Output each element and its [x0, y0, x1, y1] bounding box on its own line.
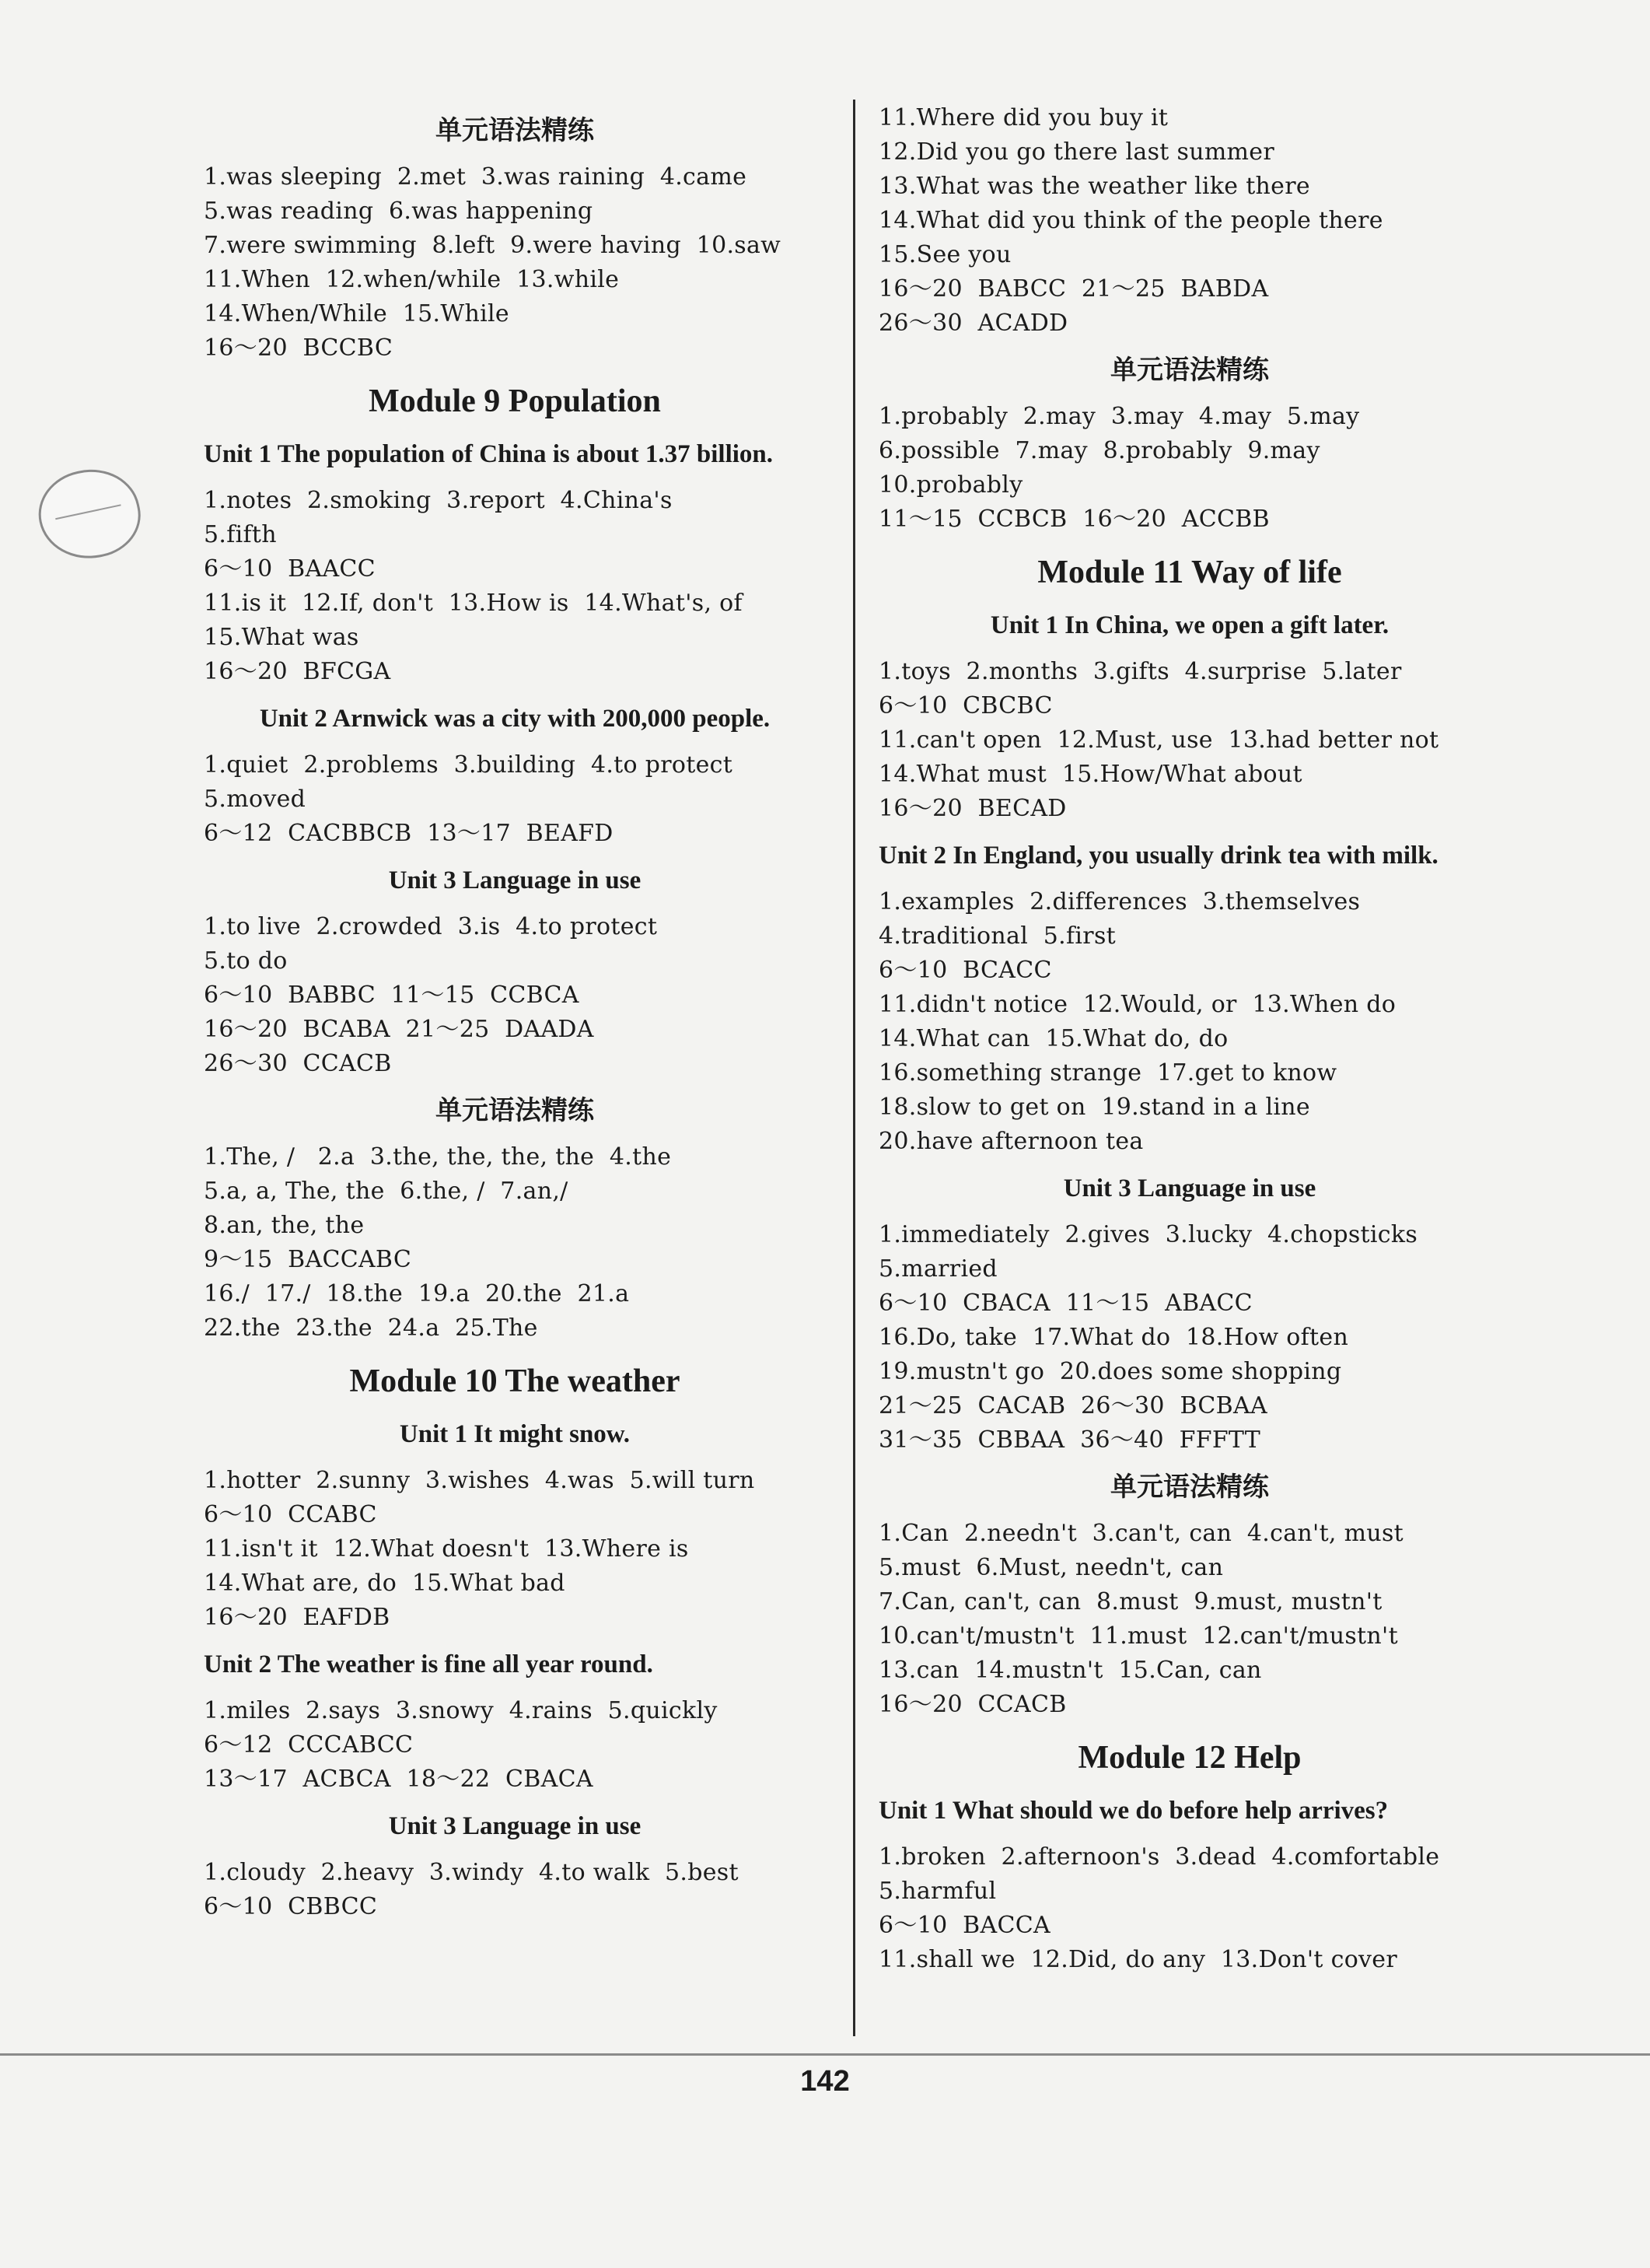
- answer-line: 16./ 17./ 18.the 19.a 20.the 21.a: [204, 1280, 630, 1307]
- module-title: Module 10 The weather: [349, 1363, 680, 1399]
- answer-line: 11.is it 12.If, don't 13.How is 14.What's, of: [204, 590, 743, 617]
- column-divider: [853, 100, 855, 2036]
- answer-line: 31～35 CBBAA 36～40 FFFTT: [879, 1426, 1261, 1454]
- answer-block: [879, 1840, 1501, 1977]
- answer-line: 1.to live 2.crowded 3.is 4.to protect: [204, 913, 658, 940]
- answer-line: 11.Where did you buy it: [879, 104, 1169, 131]
- answer-line: 6～12 CCCABCC: [204, 1731, 414, 1759]
- answer-line: 16～20 BABCC 21～25 BABDA: [879, 275, 1269, 303]
- answer-line: 5.must 6.Must, needn't, can: [879, 1554, 1224, 1581]
- answer-line: 10.can't/mustn't 11.must 12.can't/mustn't: [879, 1622, 1398, 1650]
- answer-line: 1.probably 2.may 3.may 4.may 5.may: [879, 403, 1360, 430]
- answer-line: 13.can 14.mustn't 15.Can, can: [879, 1657, 1262, 1684]
- answer-line: 13～17 ACBCA 18～22 CBACA: [204, 1766, 593, 1793]
- answer-line: 16～20 BCABA 21～25 DAADA: [204, 1016, 594, 1043]
- answer-block: [204, 1694, 826, 1797]
- answer-line: 1.was sleeping 2.met 3.was raining 4.came: [204, 163, 747, 191]
- answer-line: 11～15 CCBCB 16～20 ACCBB: [879, 506, 1270, 533]
- answer-line: 5.moved: [204, 786, 306, 813]
- grammar-heading: 单元语法精练: [1110, 1472, 1269, 1503]
- answer-block: [204, 1856, 826, 1924]
- answer-line: 9～15 BACCABC: [204, 1246, 412, 1273]
- answer-line: 26～30 CCACB: [204, 1050, 392, 1077]
- answer-line: 1.notes 2.smoking 3.report 4.China's: [204, 487, 673, 514]
- answer-block: [204, 160, 826, 366]
- answer-line: 11.didn't notice 12.Would, or 13.When do: [879, 991, 1397, 1018]
- answer-block: [204, 1464, 826, 1635]
- grammar-heading: 单元语法精练: [435, 1095, 594, 1126]
- answer-line: 16～20 BCCBC: [204, 334, 393, 362]
- answer-line: 16.Do, take 17.What do 18.How often: [879, 1324, 1349, 1351]
- answer-block: [879, 885, 1501, 1159]
- answer-line: 6～10 CCABC: [204, 1501, 377, 1528]
- answer-line: 6～10 BACCA: [879, 1912, 1050, 1939]
- answer-line: 13.What was the weather like there: [879, 173, 1310, 200]
- answer-line: 6～10 CBBCC: [204, 1893, 378, 1920]
- answer-line: 11.can't open 12.Must, use 13.had better not: [879, 726, 1439, 754]
- answer-line: 5.was reading 6.was happening: [204, 198, 593, 225]
- unit-title: Unit 3 Language in use: [1063, 1174, 1316, 1202]
- answer-line: 26～30 ACADD: [879, 310, 1068, 337]
- answer-line: 18.slow to get on 19.stand in a line: [879, 1094, 1310, 1121]
- unit-title: Unit 3 Language in use: [388, 1812, 641, 1840]
- answer-line: 6～10 BAACC: [204, 555, 376, 583]
- answer-line: 19.mustn't go 20.does some shopping: [879, 1358, 1342, 1385]
- left-column: [204, 101, 826, 1924]
- answer-line: 15.What was: [204, 624, 359, 651]
- unit-title: Unit 1 The population of China is about 1.37 billion.: [204, 440, 774, 468]
- stamp-icon: [31, 460, 149, 569]
- answer-block: [879, 1517, 1501, 1722]
- answer-line: 6.possible 7.may 8.probably 9.may: [879, 437, 1320, 464]
- answer-line: 15.See you: [879, 241, 1012, 268]
- answer-line: 1.Can 2.needn't 3.can't, can 4.can't, must: [879, 1520, 1404, 1547]
- answer-line: 1.examples 2.differences 3.themselves: [879, 888, 1361, 915]
- answer-block: [879, 400, 1501, 537]
- footer-rule: [0, 2053, 1650, 2056]
- answer-line: 11.shall we 12.Did, do any 13.Don't cover: [879, 1946, 1397, 1973]
- answer-line: 1.miles 2.says 3.snowy 4.rains 5.quickly: [204, 1697, 718, 1724]
- answer-block: [204, 484, 826, 689]
- module-title: Module 11 Way of life: [1037, 555, 1342, 590]
- unit-title: Unit 1 In China, we open a gift later.: [990, 611, 1390, 639]
- answer-line: 4.traditional 5.first: [879, 922, 1117, 950]
- unit-title: Unit 2 Arnwick was a city with 200,000 people.: [259, 705, 771, 733]
- answer-line: 1.immediately 2.gives 3.lucky 4.chopsticks: [879, 1221, 1418, 1248]
- answer-block: [879, 101, 1501, 341]
- answer-line: 10.probably: [879, 471, 1023, 499]
- answer-line: 21～25 CACAB 26～30 BCBAA: [879, 1392, 1267, 1419]
- answer-line: 16～20 BECAD: [879, 795, 1067, 822]
- unit-title: Unit 1 It might snow.: [399, 1420, 631, 1448]
- answer-line: 1.broken 2.afternoon's 3.dead 4.comfortable: [879, 1843, 1440, 1871]
- answer-line: 22.the 23.the 24.a 25.The: [204, 1314, 538, 1342]
- answer-line: 12.Did you go there last summer: [879, 138, 1275, 166]
- answer-line: 1.The, / 2.a 3.the, the, the, the 4.the: [204, 1143, 672, 1171]
- answer-line: 14.What must 15.How/What about: [879, 761, 1302, 788]
- answer-block: [879, 655, 1501, 826]
- answer-line: 5.a, a, The, the 6.the, / 7.an,/: [204, 1178, 568, 1205]
- page-number: 142: [800, 2065, 850, 2098]
- answer-line: 16～20 BFCGA: [204, 658, 391, 685]
- answer-line: 16～20 CCACB: [879, 1691, 1067, 1718]
- answer-line: 11.When 12.when/while 13.while: [204, 266, 620, 293]
- answer-line: 7.Can, can't, can 8.must 9.must, mustn't: [879, 1588, 1383, 1615]
- answer-line: 16～20 EAFDB: [204, 1604, 390, 1631]
- answer-line: 6～10 BABBC 11～15 CCBCA: [204, 982, 579, 1009]
- answer-block: [204, 910, 826, 1081]
- unit-title: Unit 2 The weather is fine all year round.: [204, 1650, 653, 1678]
- unit-title: Unit 3 Language in use: [388, 866, 641, 894]
- module-title: Module 12 Help: [1078, 1740, 1302, 1776]
- answer-line: 8.an, the, the: [204, 1212, 365, 1239]
- answer-line: 7.were swimming 8.left 9.were having 10.saw: [204, 232, 781, 259]
- module-title: Module 9 Population: [369, 383, 661, 419]
- answer-line: 1.hotter 2.sunny 3.wishes 4.was 5.will turn: [204, 1467, 755, 1494]
- answer-line: 20.have afternoon tea: [879, 1128, 1144, 1155]
- unit-title: Unit 1 What should we do before help arrives?: [879, 1797, 1389, 1825]
- answer-line: 14.When/While 15.While: [204, 300, 509, 327]
- answer-line: 6～12 CACBBCB 13～17 BEAFD: [204, 820, 614, 847]
- grammar-heading: 单元语法精练: [1110, 355, 1269, 386]
- answer-block: [204, 1140, 826, 1346]
- answer-line: 1.toys 2.months 3.gifts 4.surprise 5.later: [879, 658, 1402, 685]
- right-column: [879, 101, 1501, 1977]
- unit-title: Unit 2 In England, you usually drink tea with milk.: [879, 842, 1439, 870]
- answer-line: 5.married: [879, 1255, 998, 1283]
- answer-line: 5.harmful: [879, 1878, 997, 1905]
- answer-line: 14.What can 15.What do, do: [879, 1025, 1229, 1052]
- answer-line: 6～10 BCACC: [879, 957, 1052, 984]
- answer-line: 6～10 CBACA 11～15 ABACC: [879, 1290, 1253, 1317]
- answer-line: 14.What are, do 15.What bad: [204, 1570, 565, 1597]
- grammar-heading: 单元语法精练: [435, 115, 594, 146]
- answer-block: [204, 748, 826, 851]
- answer-line: 11.isn't it 12.What doesn't 13.Where is: [204, 1535, 689, 1563]
- answer-block: [879, 1218, 1501, 1458]
- answer-line: 6～10 CBCBC: [879, 692, 1053, 719]
- answer-line: 14.What did you think of the people there: [879, 207, 1383, 234]
- answer-line: 1.cloudy 2.heavy 3.windy 4.to walk 5.best: [204, 1859, 739, 1886]
- answer-line: 1.quiet 2.problems 3.building 4.to protect: [204, 751, 733, 779]
- answer-line: 5.fifth: [204, 521, 277, 548]
- answer-line: 16.something strange 17.get to know: [879, 1059, 1337, 1087]
- answer-line: 5.to do: [204, 947, 288, 975]
